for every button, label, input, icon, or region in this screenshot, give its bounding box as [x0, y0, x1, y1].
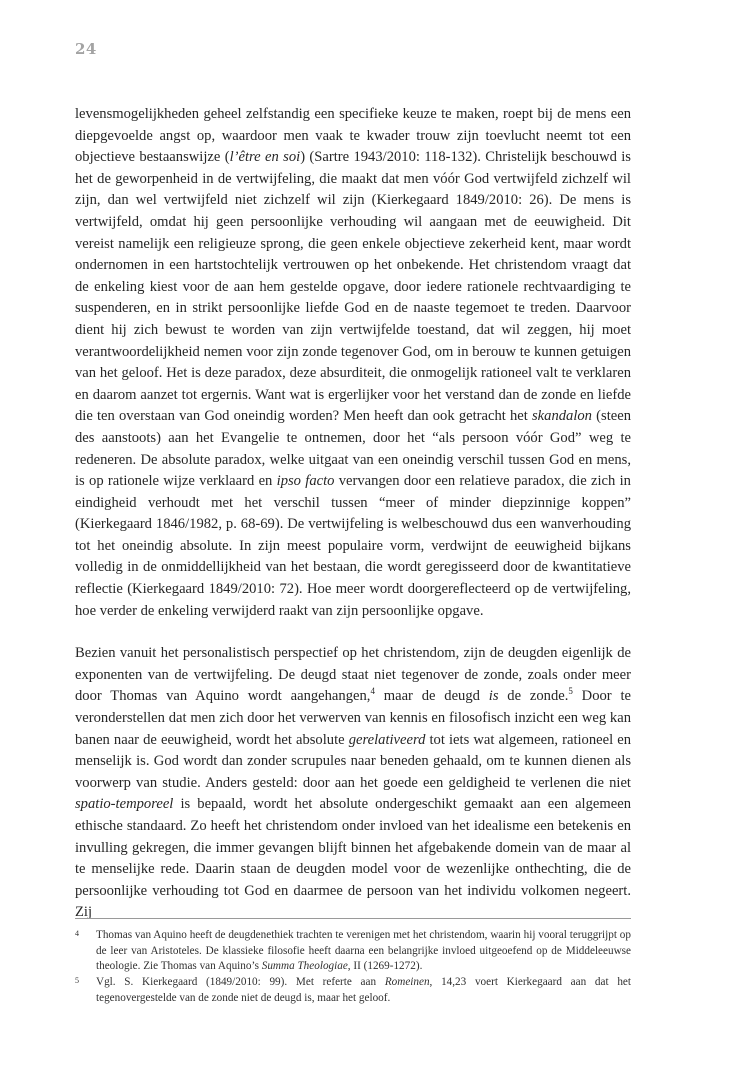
footnote-ref: 4: [370, 686, 375, 697]
text-run: Vgl. S. Kierkegaard (1849/2010: 99). Met referte aan: [96, 976, 385, 989]
text-run: maar de deugd: [374, 688, 489, 705]
italic-text: Summa Theologiae: [261, 960, 348, 973]
text-run: vervangen door een relatieve paradox, die zich in eindigheid verhoudt met het verschil tussen “meer of minder diepzinnige koppen” (Kierkegaard 1846/1982, p. 68-69). De vertwijfeling is welbeschouwd dus een wanverhouding tot het oneindig absolute. In zijn meest populaire vorm, verdwijnt de eeuwigheid bijkans volledig in de onmiddellijkheid van het bestaan, die wordt geregisseerd door de kwantitatieve reflectie (Kierkegaard 1849/2010: 72). Hoe meer wordt doorgereflecteerd op de vertwijfeling, hoe verder de enkeling verwijderd raakt van zijn persoonlijke opgave.: [75, 473, 631, 619]
text-run: de zonde.: [498, 688, 569, 705]
italic-text: gerelativeerd: [348, 731, 426, 748]
footnote-ref: 5: [568, 686, 573, 697]
footnote-5: [75, 975, 631, 1006]
text-run: , II (1269-1272).: [347, 960, 423, 973]
text-run: Thomas van Aquino heeft de deugdenethiek trachten te verenigen met het christendom, waarin hij vooral teruggrijpt op de leer van Aristoteles. De klassieke filosofie heeft daarna een belangrijke invloed uitgeoefend op de Middeleeuwse theologie. Zie Thomas van Aquino’s: [96, 929, 631, 973]
body-text: [75, 104, 631, 924]
footnote-number: 4: [75, 929, 79, 938]
italic-text: l’être: [229, 149, 266, 166]
italic-text: spatio-temporeel: [75, 796, 174, 813]
footnote-number: 5: [75, 976, 79, 986]
text-run: tot iets wat algemeen, rationeel en menselijk is. God wordt dan zonder scrupules naar beneden gehaald, om te kunnen dienen als voorwerp van studie. Anders gesteld: door aan het goede een geldigheid te verlenen die niet: [75, 731, 632, 791]
italic-text: ipso facto: [276, 473, 335, 490]
text-run: (steen des aanstoots) aan het Evangelie te ontnemen, door het “als persoon vóór God” weg te redeneren. De absolute paradox, welke uitgaat van een oneindig verschil tussen God en mens, is op rationele wijze verklaard en: [75, 408, 631, 490]
text-run: is bepaald, wordt het absolute ondergeschikt gemaakt aan een algemeen ethische standaard. Zo heeft het christendom onder invloed van het idealisme een betekenis en invulling gekregen, die immer gevangen blijft binnen het afgebakende domein van de maar al te menselijke rede. Daarin staan de deugden model voor de wezenlijke onthechting, die de persoonlijke verhouding tot God en daarmee de persoon van het individu volkomen negeert. Zij: [75, 796, 631, 921]
footnote-4: [75, 928, 631, 975]
text-run: ) (Sartre 1943/2010: 118-132). Christelijk beschouwd is het de geworpenheid in de vertwijfeling, die maakt dat men vóór God vertwijfeld zichzelf wil zijn, dan wel vertwijfeld niet zichzelf wil zijn (Kierkegaard 1849/2010: 26). De mens is vertwijfeld, omdat hij geen persoonlijke verhouding wil aangaan met de eeuwigheid. Dit vereist namelijk een religieuze sprong, die geen enkele objectieve zekerheid kent, maar wordt ondernomen in een hartstochtelijk vertrouwen op het onbekende. Het christendom vraagt dat de enkeling kiest voor de aan hem gestelde opgave, door iedere rationele rechtvaardiging te suspenderen, en in strikt persoonlijke liefde God en de naaste tegemoet te treden. Daarvoor dient hij zich bewust te worden van zijn vertwijfelde toestand, dat wil zeggen, hij moet verantwoordelijkheid nemen voor zijn zonde tegenover God, om in berouw te kunnen getuigen van het geloof. Het is deze paradox, deze absurditeit, die onmogelijk rationeel valt te verklaren en daarom aanzet tot ergernis. Want wat is ergerlijker voor het verstand dan de zonde en liefde die ten overstaan van God oneindig worden? Men heeft dan ook getracht het: [75, 149, 631, 425]
footnote-separator: [75, 918, 631, 919]
text-run: , 14,23 voert Kierkegaard aan dat het tegenovergestelde van de zonde niet de deugd is, maar het geloof.: [96, 976, 631, 1004]
text-run: Door te veronderstellen dat men zich door het verwerven van kennis en filosofisch inzicht een weg kan banen naar de eeuwigheid, wordt het absolute: [75, 688, 632, 748]
italic-text: skandalon: [531, 408, 592, 425]
footnotes: [75, 928, 631, 1007]
paragraph-1: [75, 104, 631, 622]
italic-text: Romeinen: [384, 976, 430, 989]
text-run: levensmogelijkheden geheel zelfstandig een specifieke keuze te maken, roept bij de mens een diepgevoelde angst op, waardoor men vaak te kwader trouw zijn toevlucht neemt tot een objectieve bestaanswijze (: [75, 106, 631, 166]
italic-text: is: [488, 688, 499, 705]
footnote-text: [96, 976, 631, 1004]
paragraph-2: [75, 643, 631, 924]
footnote-text: [96, 929, 631, 972]
text-run: Bezien vanuit het personalistisch perspectief op het christendom, zijn de deugden eigenlijk de exponenten van de vertwijfeling. De deugd staat niet tegenover de zonde, zoals onder meer door Thomas van Aquino wordt aangehangen,: [75, 645, 631, 705]
page-number: 24: [75, 40, 97, 58]
italic-text: en soi: [265, 149, 301, 166]
